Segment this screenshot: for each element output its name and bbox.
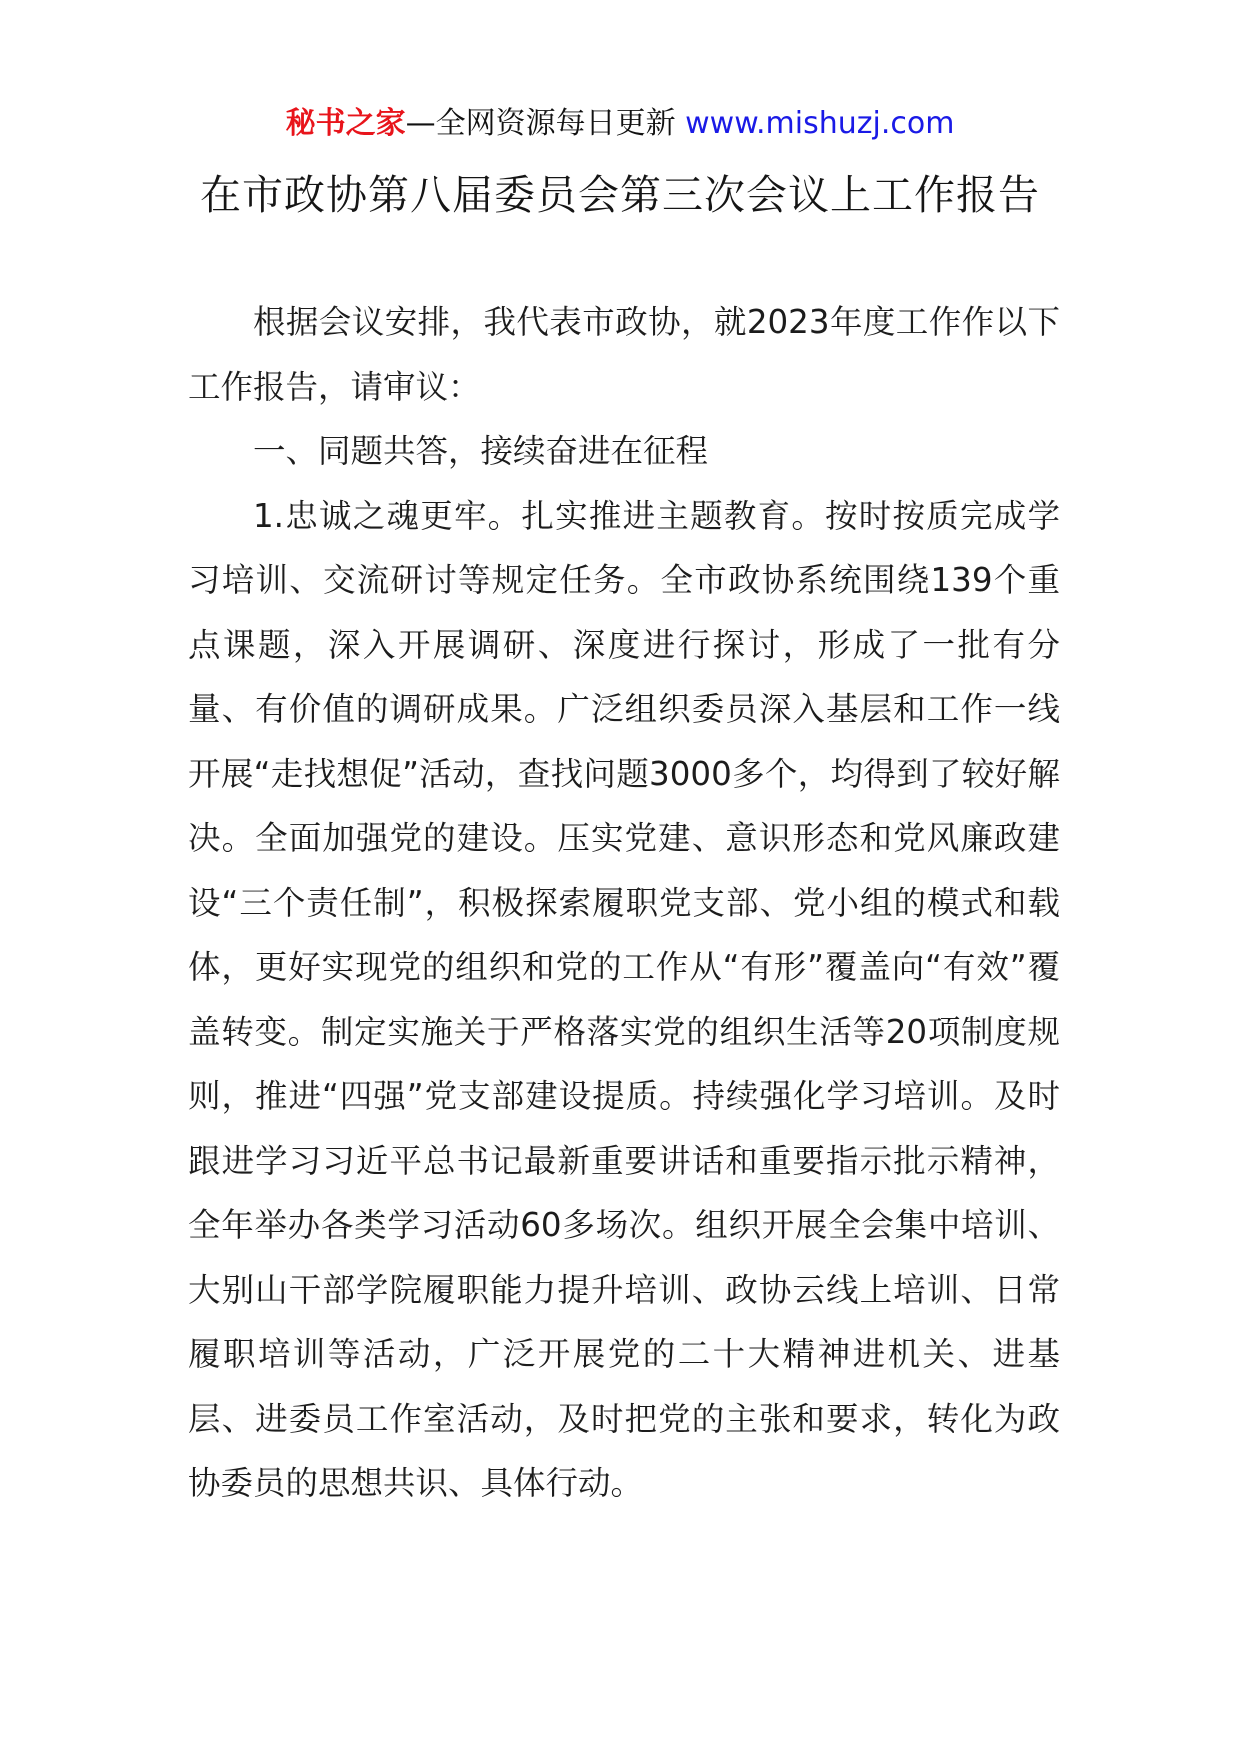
document-body [188, 290, 1060, 1516]
section-heading: 一、同题共答，接续奋进在征程 [253, 432, 709, 470]
site-brand: 秘书之家 [285, 106, 406, 141]
intro-paragraph: 根据会议安排，我代表市政协，就2023年度工作作以下工作报告，请审议： [188, 303, 1060, 406]
site-url-link[interactable]: www.mishuzj.com [685, 106, 955, 141]
body-paragraph: 1.忠诚之魂更牢。扎实推进主题教育。按时按质完成学习培训、交流研讨等规定任务。全市政协系统围绕139个重点课题，深入开展调研、深度进行探讨，形成了一批有分量、有价值的调研成果。广泛组织委员深入基层和工作一线开展“走找想促”活动，查找问题3000多个，均得到了较好解决。全面加强党的建设。压实党建、意识形态和党风廉政建设“三个责任制”，积极探索履职党支部、党小组的模式和载体，更好实现党的组织和党的工作从“有形”覆盖向“有效”覆盖转变。制定实施关于严格落实党的组织生活等20项制度规则，推进“四强”党支部建设提质。持续强化学习培训。及时跟进学习习近平总书记最新重要讲话和重要指示批示精神，全年举办各类学习活动60多场次。组织开展全会集中培训、大别山干部学院履职能力提升培训、政协云线上培训、日常履职培训等活动，广泛开展党的二十大精神进机关、进基层、进委员工作室活动，及时把党的主张和要求，转化为政协委员的思想共识、具体行动。 [188, 496, 1060, 1502]
site-tagline: —全网资源每日更新 [405, 106, 686, 141]
document-title: 在市政协第八届委员会第三次会议上工作报告 [200, 171, 1040, 219]
site-header [0, 104, 1240, 144]
